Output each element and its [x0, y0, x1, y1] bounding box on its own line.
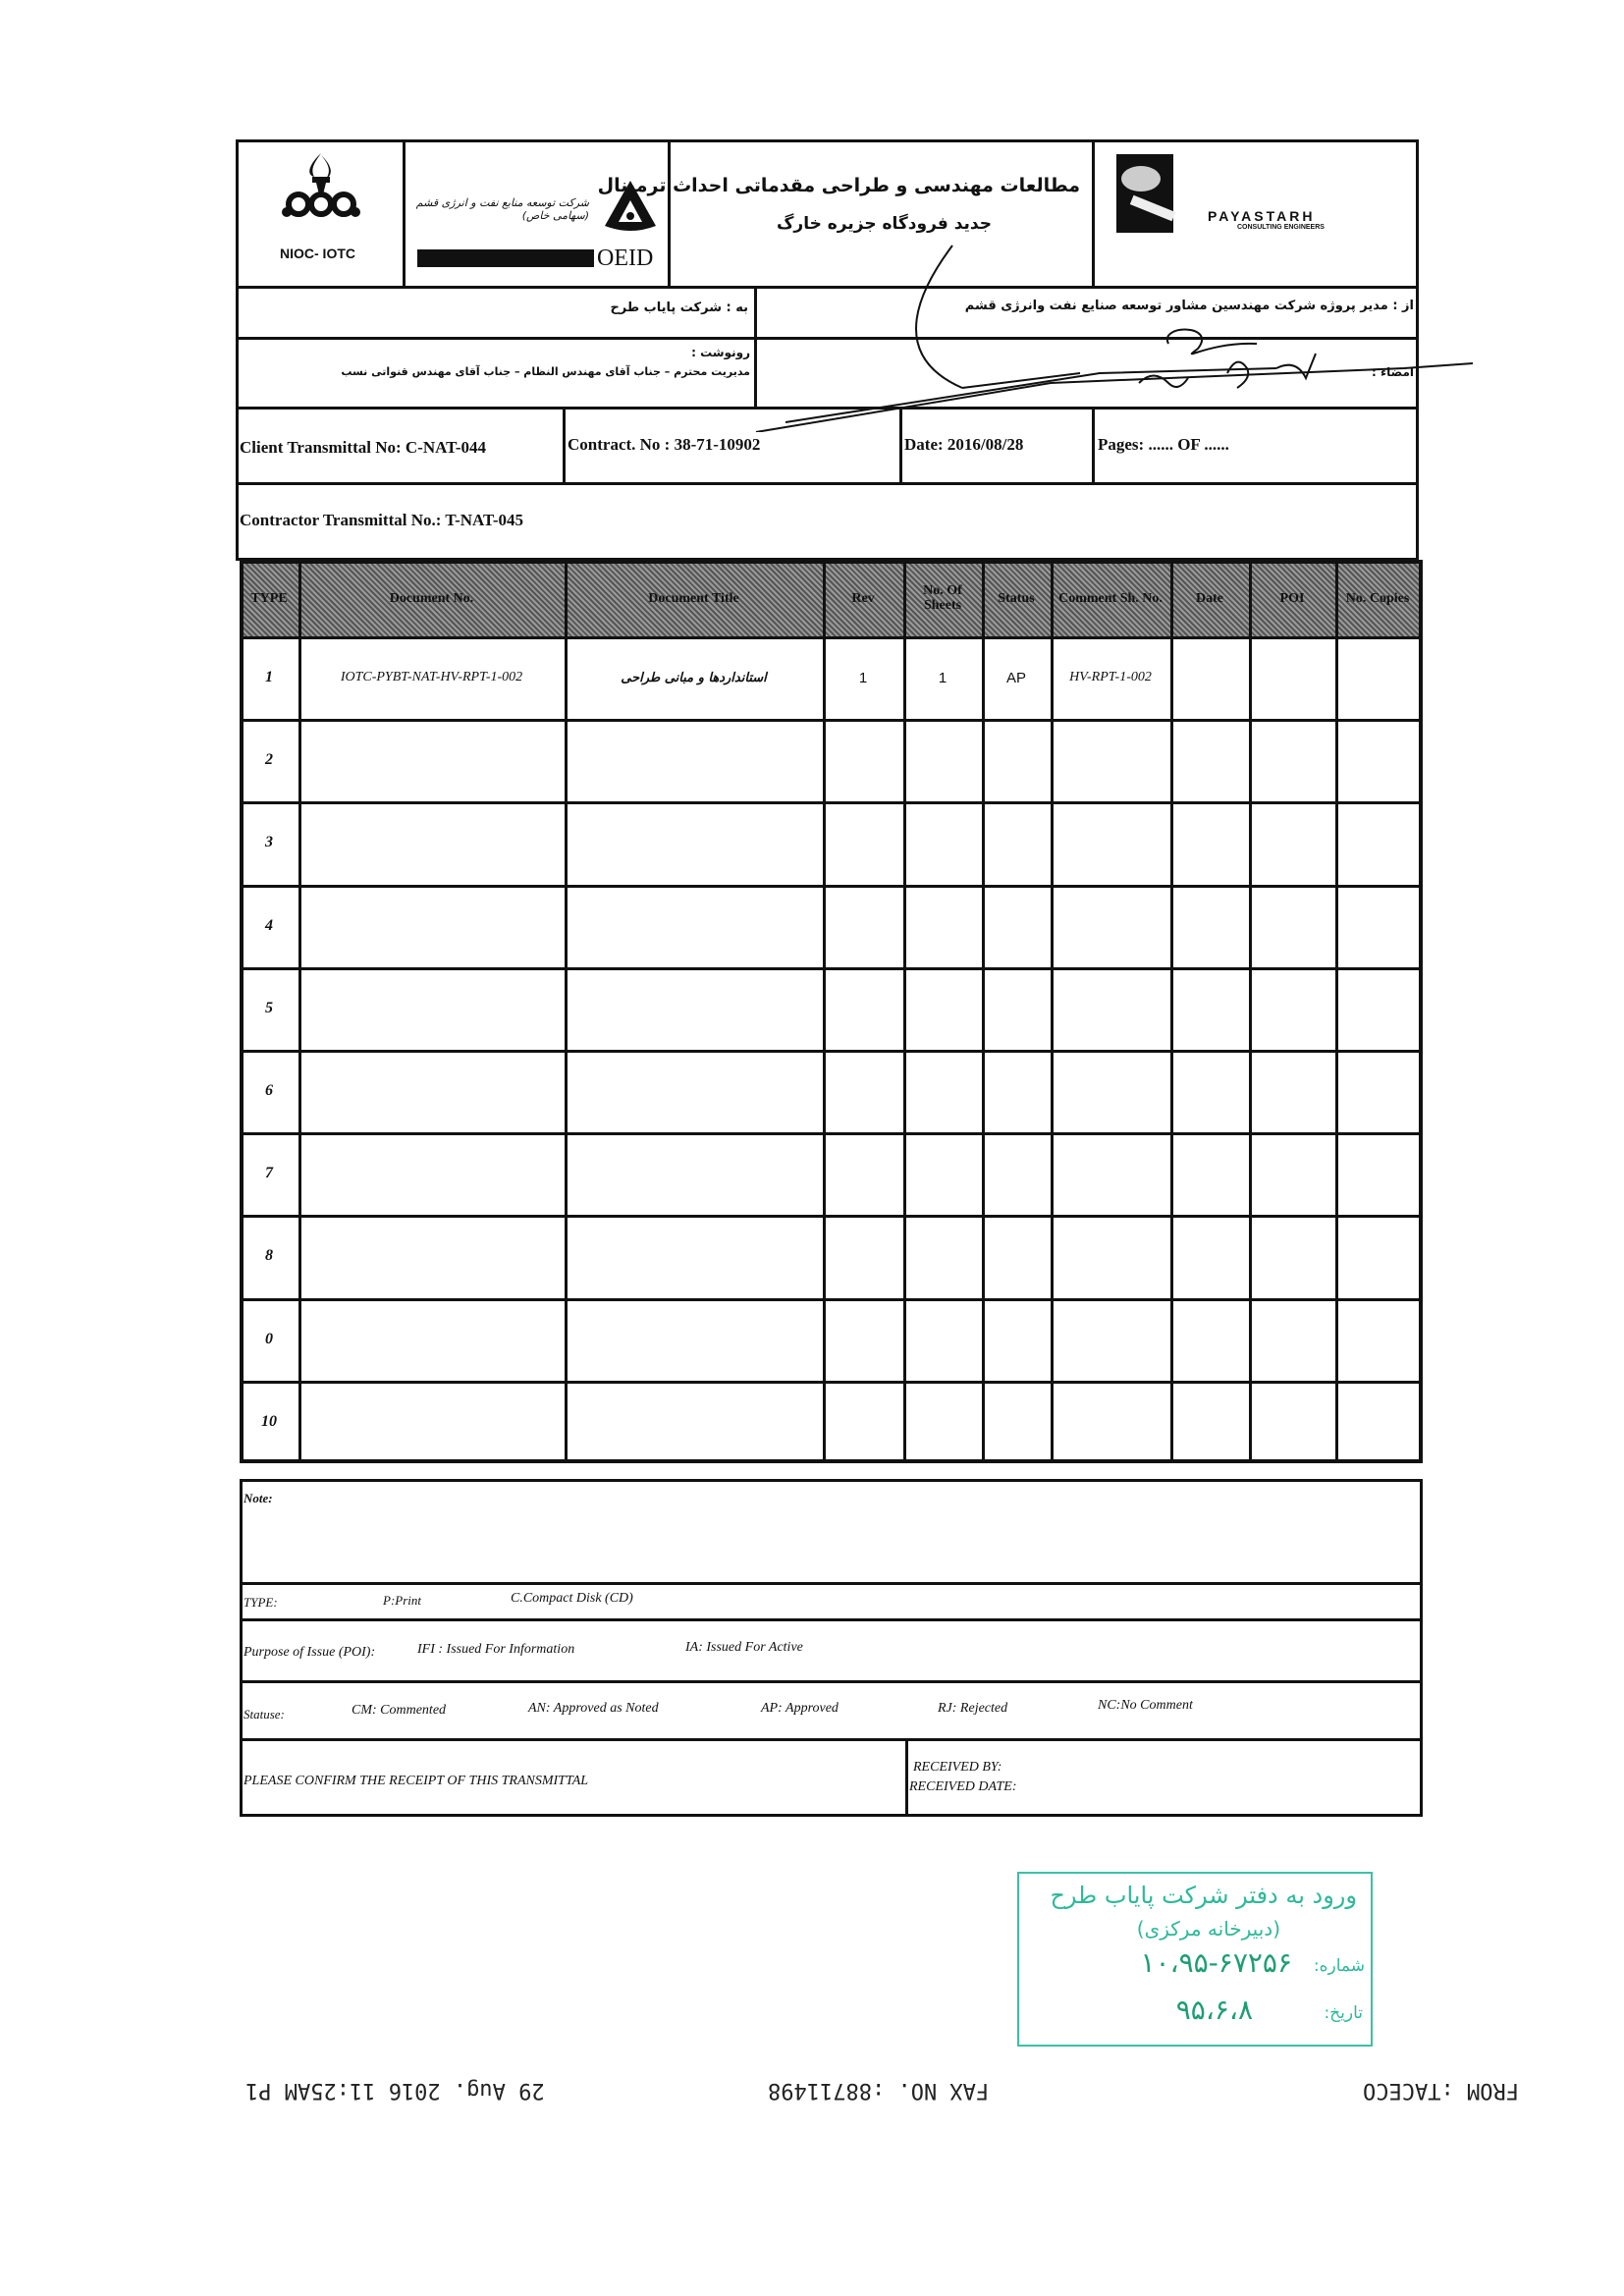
- table-cell-sheets: [903, 885, 982, 967]
- fax-from: FROM :TACECO: [1363, 2078, 1519, 2103]
- table-cell-poi: [1249, 1050, 1335, 1132]
- from-sender: از : مدیر پروژه شرکت مهندسین مشاور توسعه صنایع نفت وانرژی قشم: [964, 299, 1414, 313]
- column-header: Comment Sh. No.: [1051, 560, 1170, 636]
- project-title-line2: جدید فرودگاه جزیره خارگ: [777, 214, 992, 234]
- table-cell-poi: [1249, 636, 1335, 719]
- stamp-number-label: شماره:: [1313, 1956, 1365, 1976]
- table-cell-title: [565, 1050, 823, 1132]
- table-cell-copies: [1335, 1050, 1420, 1132]
- table-cell-poi: [1249, 885, 1335, 967]
- table-cell-date: [1170, 1132, 1249, 1215]
- oeid-company-name: شرکت توسعه منابع نفت و انرژی قشم (سهامی خاص): [415, 196, 589, 222]
- row-number: 10: [261, 1412, 277, 1430]
- table-cell-poi: [1249, 719, 1335, 801]
- table-cell-date: [1170, 1298, 1249, 1381]
- table-cell-comment: [1051, 1132, 1170, 1215]
- table-cell-doc-no: [298, 719, 565, 801]
- type-cd: C.Compact Disk (CD): [511, 1591, 633, 1606]
- table-cell-rev: [823, 801, 903, 884]
- table-cell-date: [1170, 1050, 1249, 1132]
- status-cm: CM: Commented: [352, 1703, 447, 1718]
- table-cell-doc-no: [298, 967, 565, 1050]
- status-ap: AP: Approved: [761, 1701, 839, 1716]
- table-cell-copies: [1335, 967, 1420, 1050]
- table-cell-comment: [1051, 885, 1170, 967]
- table-cell-rev: [823, 885, 903, 967]
- table-cell-sheets: [903, 1215, 982, 1297]
- note-box: [240, 1479, 1423, 1585]
- table-cell-copies: [1335, 1298, 1420, 1381]
- signature-label: امضاء :: [1372, 365, 1414, 379]
- cc-label: رونوشت :: [691, 346, 750, 359]
- table-cell-comment: [1051, 1050, 1170, 1132]
- stamp-line2: (دبیرخانه مرکزی): [1136, 1917, 1280, 1941]
- note-label: Note:: [244, 1491, 273, 1505]
- table-cell-rev: [823, 1381, 903, 1463]
- poi-label: Purpose of Issue (POI):: [244, 1645, 376, 1660]
- table-cell-comment: HV-RPT-1-002: [1069, 670, 1152, 685]
- table-cell-sheets: [903, 1132, 982, 1215]
- received-date: RECEIVED DATE:: [909, 1779, 1017, 1794]
- table-cell-copies: [1335, 1132, 1420, 1215]
- status-nc: NC:No Comment: [1098, 1698, 1193, 1713]
- row-number: 1: [265, 669, 273, 686]
- table-cell-title: [565, 1215, 823, 1297]
- payastarh-name: PAYASTARH: [1208, 208, 1316, 224]
- table-cell-sheets: [903, 967, 982, 1050]
- row-number: 0: [265, 1330, 273, 1347]
- table-cell-doc-no: [298, 801, 565, 884]
- row-number: 4: [265, 916, 273, 934]
- table-cell-title: [565, 967, 823, 1050]
- table-cell-doc-no: [298, 885, 565, 967]
- table-cell-rev: [823, 967, 903, 1050]
- stamp-date-value: ۹۵،۶،۸: [1175, 1994, 1253, 2026]
- table-cell-status: [982, 1298, 1051, 1381]
- table-cell-poi: [1249, 801, 1335, 884]
- table-cell-date: [1170, 1381, 1249, 1463]
- received-by: RECEIVED BY:: [913, 1760, 1002, 1775]
- table-cell-copies: [1335, 1215, 1420, 1297]
- stamp-line1: ورود به دفتر شرکت پایاب طرح: [1050, 1882, 1357, 1909]
- table-cell-title: [565, 719, 823, 801]
- table-cell-title: [565, 1381, 823, 1463]
- table-cell-rev: [823, 1298, 903, 1381]
- row-number: 3: [265, 834, 273, 851]
- table-cell-comment: [1051, 801, 1170, 884]
- table-cell-comment: [1051, 719, 1170, 801]
- transmittal-date: Date: 2016/08/28: [904, 435, 1024, 454]
- row-number: 7: [265, 1165, 273, 1182]
- table-cell-copies: [1335, 885, 1420, 967]
- table-cell-copies: [1335, 1381, 1420, 1463]
- nioc-label: NIOC- IOTC: [280, 246, 355, 261]
- table-cell-rev: [823, 1132, 903, 1215]
- fax-number: FAX NO. :88711498: [768, 2078, 990, 2103]
- contract-no: Contract. No : 38-71-10902: [568, 435, 761, 454]
- table-cell-comment: [1051, 1215, 1170, 1297]
- table-cell-sheets: [903, 719, 982, 801]
- column-header: Document Title: [565, 560, 823, 636]
- table-cell-doc-no: [298, 1132, 565, 1215]
- confirm-receipt-text: PLEASE CONFIRM THE RECEIPT OF THIS TRANSMITTAL: [244, 1774, 589, 1788]
- contractor-transmittal-no: Contractor Transmittal No.: T-NAT-045: [240, 511, 523, 529]
- column-header: Document No.: [298, 560, 565, 636]
- table-cell-title: [565, 1298, 823, 1381]
- table-cell-rev: [823, 1215, 903, 1297]
- table-cell-status: [982, 1215, 1051, 1297]
- table-cell-comment: [1051, 1381, 1170, 1463]
- table-cell-comment: [1051, 1298, 1170, 1381]
- table-cell-status: [982, 719, 1051, 801]
- table-cell-doc-no: [298, 1215, 565, 1297]
- table-cell-poi: [1249, 1298, 1335, 1381]
- table-cell-copies: [1335, 719, 1420, 801]
- row-number: 2: [265, 751, 273, 769]
- table-cell-doc-no: [298, 1298, 565, 1381]
- payastarh-logo-icon: [1116, 154, 1173, 233]
- cc-recipients: مدیریت محترم – جناب آقای مهندس النظام – جناب آقای مهندس قنواتی نسب: [341, 365, 750, 378]
- table-cell-poi: [1249, 1215, 1335, 1297]
- payastarh-subtitle: CONSULTING ENGINEERS: [1237, 224, 1325, 231]
- table-cell-comment: [1051, 967, 1170, 1050]
- table-cell-date: [1170, 719, 1249, 801]
- project-title-line1: مطالعات مهندسی و طراحی مقدماتی احداث ترمینال: [597, 175, 1080, 196]
- table-cell-status: [982, 1050, 1051, 1132]
- status-an: AN: Approved as Noted: [528, 1701, 659, 1716]
- table-cell-title: استانداردها و مبانی طراحی: [621, 670, 767, 685]
- row-number: 6: [265, 1082, 273, 1100]
- stamp-number-value: ۱۰،۹۵-۶۷۲۵۶: [1140, 1946, 1292, 1979]
- table-cell-status: [982, 801, 1051, 884]
- table-cell-date: [1170, 801, 1249, 884]
- table-cell-poi: [1249, 1132, 1335, 1215]
- handwritten-signature: [589, 226, 1473, 432]
- table-cell-status: AP: [1005, 669, 1026, 686]
- table-cell-title: [565, 885, 823, 967]
- column-header: Date: [1170, 560, 1249, 636]
- poi-ifi: IFI : Issued For Information: [417, 1642, 575, 1657]
- column-header: Status: [982, 560, 1051, 636]
- table-cell-date: [1170, 1215, 1249, 1297]
- table-cell-rev: 1: [858, 669, 868, 686]
- table-cell-sheets: [903, 1381, 982, 1463]
- column-header: No. Of Sheets: [903, 560, 982, 636]
- type-label: TYPE:: [244, 1595, 278, 1610]
- table-cell-title: [565, 801, 823, 884]
- column-header: TYPE: [240, 560, 298, 636]
- stamp-date-label: تاریخ:: [1324, 2003, 1363, 2023]
- receipt-stamp: [1017, 1872, 1373, 2047]
- column-header: No. Copies: [1335, 560, 1420, 636]
- client-transmittal-no: Client Transmittal No: C-NAT-044: [240, 438, 487, 457]
- to-recipient: به : شرکت پایاب طرح: [610, 301, 748, 315]
- table-cell-date: [1170, 636, 1249, 719]
- nioc-logo: [277, 145, 365, 234]
- table-cell-date: [1170, 885, 1249, 967]
- column-header: POI: [1249, 560, 1335, 636]
- table-cell-status: [982, 885, 1051, 967]
- table-cell-sheets: 1: [938, 669, 947, 686]
- nioc-flame-icon: [277, 145, 365, 234]
- column-header: Rev: [823, 560, 903, 636]
- table-cell-sheets: [903, 1050, 982, 1132]
- pages-count: Pages: ...... OF ......: [1098, 435, 1229, 454]
- oeid-redacted-bar: [417, 249, 594, 267]
- table-cell-rev: [823, 1050, 903, 1132]
- table-cell-date: [1170, 967, 1249, 1050]
- row-number: 5: [265, 999, 273, 1016]
- table-cell-status: [982, 967, 1051, 1050]
- fax-timestamp: 29 Aug. 2016 11:25AM P1: [245, 2078, 545, 2103]
- table-cell-copies: [1335, 801, 1420, 884]
- table-cell-doc-no: [298, 1050, 565, 1132]
- table-cell-status: [982, 1132, 1051, 1215]
- status-rj: RJ: Rejected: [938, 1701, 1008, 1716]
- table-cell-status: [982, 1381, 1051, 1463]
- table-cell-sheets: [903, 1298, 982, 1381]
- table-cell-sheets: [903, 801, 982, 884]
- table-cell-doc-no: [298, 1381, 565, 1463]
- table-cell-poi: [1249, 967, 1335, 1050]
- poi-ia: IA: Issued For Active: [685, 1640, 803, 1655]
- type-print: P:Print: [383, 1593, 421, 1608]
- table-cell-doc-no: IOTC-PYBT-NAT-HV-RPT-1-002: [340, 670, 523, 685]
- oeid-label: OEID: [597, 246, 654, 271]
- table-cell-rev: [823, 719, 903, 801]
- table-cell-title: [565, 1132, 823, 1215]
- status-label: Statuse:: [244, 1707, 285, 1722]
- table-cell-poi: [1249, 1381, 1335, 1463]
- row-number: 8: [265, 1247, 273, 1265]
- table-cell-copies: [1335, 636, 1420, 719]
